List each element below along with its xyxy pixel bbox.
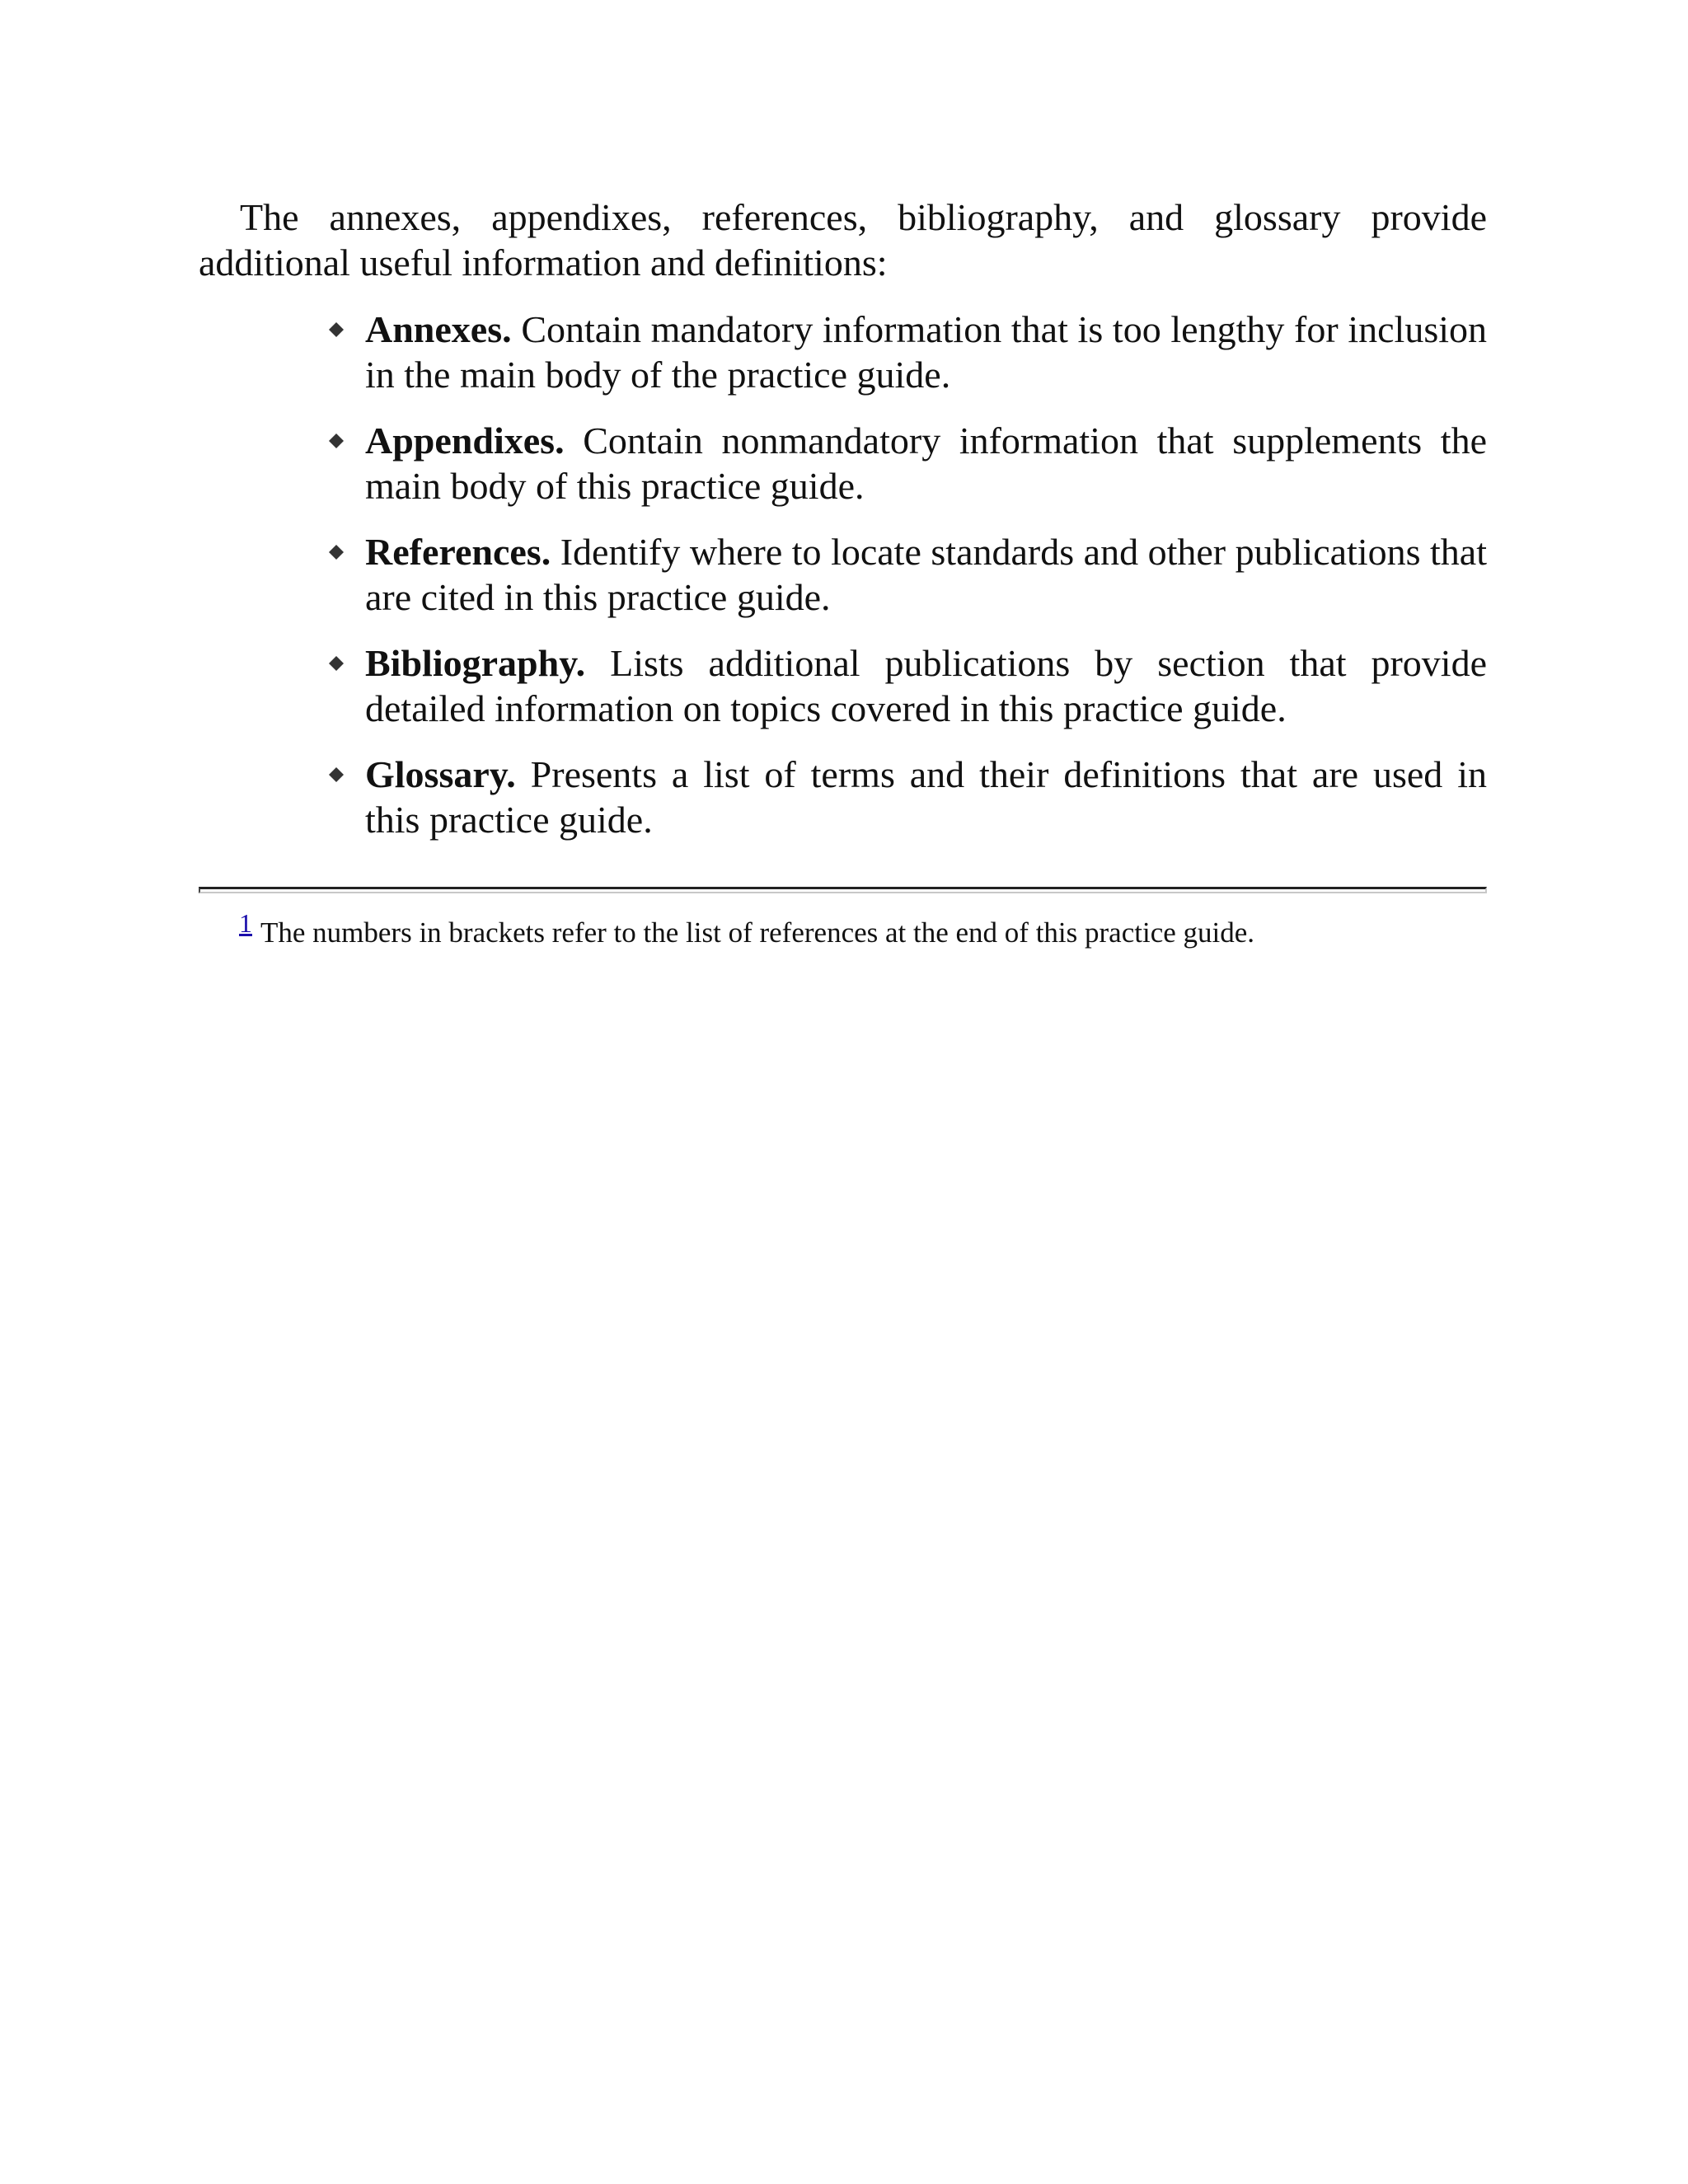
list-item-references [365,529,1487,620]
definitions-list [199,307,1487,842]
term-description: Contain mandatory information that is too lengthy for inclusion in the main body of the practice guide. [365,308,1488,396]
diamond-bullet-icon [329,322,344,337]
term-label: References. [365,531,551,573]
diamond-bullet-icon [329,545,344,560]
list-item-appendixes [365,418,1487,509]
term-label: Glossary. [365,753,516,795]
term-label: Bibliography. [365,642,586,684]
diamond-bullet-icon [329,656,344,671]
document-body [199,194,1487,863]
footnote-marker-link[interactable]: 1 [239,908,252,938]
footnote-text: The numbers in brackets refer to the list of references at the end of this practice guide. [260,916,1255,949]
diamond-bullet-icon [329,434,344,448]
footnote-separator [199,887,1487,893]
intro-paragraph: The annexes, appendixes, references, bibliography, and glossary provide additional useful information and definitions: [199,196,1487,284]
list-item-glossary [365,752,1487,842]
term-label: Annexes. [365,308,512,350]
list-item-annexes [365,307,1487,397]
term-description: Presents a list of terms and their definitions that are used in this practice guide. [365,753,1487,841]
diamond-bullet-icon [329,767,344,782]
term-description: Contain nonmandatory information that supplements the main body of this practice guide. [365,419,1488,507]
term-label: Appendixes. [365,419,565,462]
term-description: Identify where to locate standards and other publications that are cited in this practice guide. [365,531,1487,618]
list-item-bibliography [365,640,1487,731]
footnote [239,907,1254,949]
term-description: Lists additional publications by section that provide detailed information on topics covered in this practice guide. [365,642,1487,729]
